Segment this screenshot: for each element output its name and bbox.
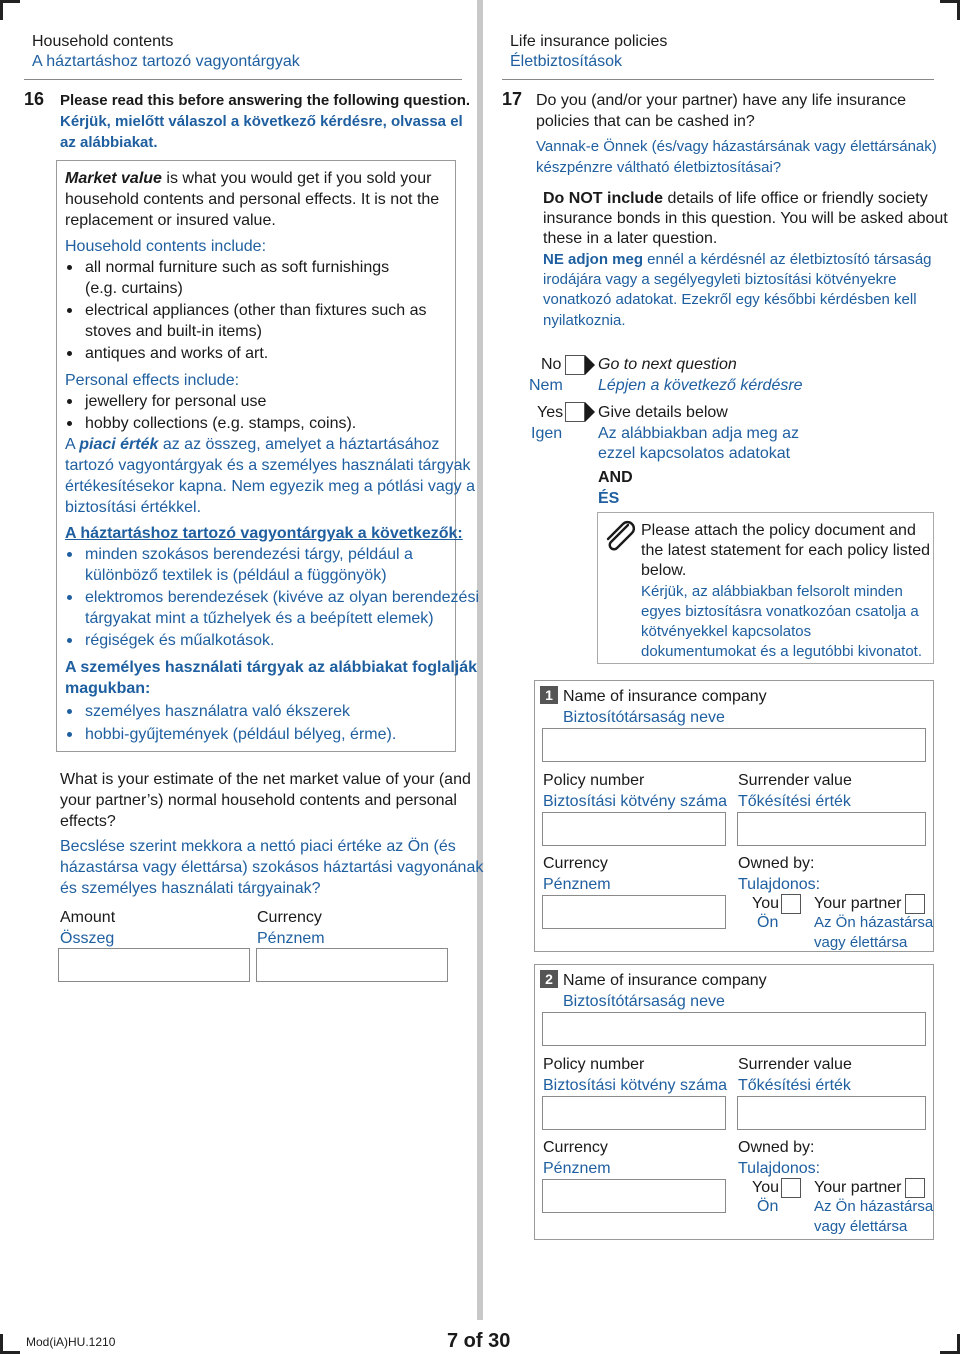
policy-number-label: Policy number [543,1056,645,1073]
list-item: különböző textilek is (például a függönyök) [85,567,387,584]
currency-label-hu: Pénznem [543,1160,611,1177]
q16-intro-en: Please read this before answering the following question. [60,92,471,109]
list-item: antiques and works of art. [85,345,269,362]
note-text: these in a later question. [543,230,718,247]
list-item: régiségek és műalkotások. [85,632,275,649]
attach-text-hu: kötvényekkel kapcsolatos [641,623,812,640]
currency-field[interactable] [542,1179,726,1213]
owned-by-label: Owned by: [738,1139,815,1156]
currency-field[interactable] [542,895,726,929]
company-name-label: Name of insurance company [563,972,767,989]
amount-label-hu: Összeg [60,930,115,947]
list-item: minden szokásos berendezési tárgy, például a [85,546,413,563]
policy-panel-2 [534,964,934,1240]
note-text: irodájára vagy a segélyegyleti biztosítási kötvényekre [543,271,897,288]
hu-text: tartozó vagyontárgyak és a személyes használati tárgyak [65,457,471,474]
company-name-label-hu: Biztosítótársaság neve [563,993,725,1010]
list-item: stoves and built-in items) [85,323,262,340]
currency-field[interactable] [256,948,448,982]
q17-question-en: Do you (and/or your partner) have any life insurance [536,92,906,109]
note-emphasis: Do NOT include [543,190,663,207]
bullet [67,308,72,313]
policy-number-label-hu: Biztosítási kötvény száma [543,793,728,810]
policy-number-label-hu: Biztosítási kötvény száma [543,1077,728,1094]
header-rule [502,79,934,80]
q17-question-hu: Vannak-e Önnek (és/vagy házastársának vagy élettársának) [536,138,937,155]
note-text: ennél a kérdésnél az életbiztosító társaság [643,251,932,268]
surrender-value-label-hu: Tőkésítési érték [738,793,851,810]
attach-text-en: the latest statement for each policy listed [641,542,931,559]
form-code: Mod(iA)HU.1210 [26,1335,116,1349]
list-item: személyes használatra való ékszerek [85,703,351,720]
q17-note-hu [543,249,932,270]
yes-instruction-hu: Az alábbiakban adja meg az [598,425,800,442]
list-item: (e.g. curtains) [85,280,183,297]
policy-panel-1 [534,680,934,952]
personal-effects-heading: Personal effects include: [65,372,240,389]
hu-household-heading: A háztartáshoz tartozó vagyontárgyak a következők: [65,525,463,542]
currency-label: Currency [257,909,322,926]
crop-mark [0,0,20,3]
q16-question-hu-cont: házastársa vagy élettársa) szokásos háztartási vagyonának [60,859,484,876]
surrender-value-field[interactable] [737,1096,926,1130]
yes-label: Yes [537,404,564,421]
owner-you-checkbox[interactable] [781,894,801,914]
market-value-text: is what you would get if you sold your [161,170,432,187]
surrender-value-label: Surrender value [738,772,852,789]
hu-text: értékesítésekor kapna. Nem egyezik meg a pótlási vagy a [65,478,475,495]
q16-question-en: What is your estimate of the net market value of your (and [60,771,471,788]
no-instruction: Go to next question [598,356,737,373]
owned-by-label-hu: Tulajdonos: [738,1160,821,1177]
currency-label: Currency [543,1139,608,1156]
attach-text-hu: dokumentumokat és a legutóbbi kivonatot. [641,643,923,660]
q16-question-en-cont: your partner’s) normal household contents and personal [60,792,457,809]
owner-you-checkbox[interactable] [781,1178,801,1198]
partner-label-hu: Az Ön házastársa [814,1198,934,1215]
partner-label-hu: Az Ön házastársa [814,914,934,931]
note-text: vonatkozó adatokat. Ezekről egy későbbi kérdésben kell [543,291,917,308]
policy-number-field[interactable] [542,812,726,846]
bullet [67,595,72,600]
list-item: hobby collections (e.g. stamps, coins). [85,415,357,432]
list-item: hobbi-gyűjtemények (például bélyeg, érme). [85,726,397,743]
company-name-field[interactable] [542,1012,926,1046]
note-emphasis: NE adjon meg [543,251,644,268]
q17-note-en [543,188,928,209]
partner-label: Your partner [814,1179,902,1196]
company-name-label: Name of insurance company [563,688,767,705]
section-title-en: Household contents [32,33,174,50]
company-name-label-hu: Biztosítótársaság neve [563,709,725,726]
hu-market-value-term: piaci érték [79,436,159,453]
market-value-term: Market value [65,170,162,187]
no-checkbox[interactable] [565,355,585,375]
currency-label-hu: Pénznem [543,876,611,893]
arrow-right-icon [585,402,595,422]
question-number: 16 [24,89,45,109]
surrender-value-field[interactable] [737,812,926,846]
attach-panel [597,512,934,664]
section-title-en: Life insurance policies [510,33,668,50]
hu-personal-heading-cont: magukban: [65,680,151,697]
policy-number-field[interactable] [542,1096,726,1130]
you-label: You [752,1179,779,1196]
q17-question-hu-cont: készpénzre váltható életbiztosításai? [536,159,782,176]
hu-text: A [65,436,80,453]
market-value-line [65,168,431,189]
yes-instruction-hu-cont: ezzel kapcsolatos adatokat [598,445,791,462]
hu-personal-heading: A személyes használati tárgyak az alábbiakat foglalják [65,659,478,676]
yes-checkbox[interactable] [565,402,585,422]
household-contents-heading: Household contents include: [65,238,267,255]
policy-number-badge: 1 [540,686,558,704]
policy-number-badge: 2 [540,970,558,988]
question-number: 17 [502,89,523,109]
bullet [67,265,72,270]
q16-question-en-cont: effects? [60,813,116,830]
you-label-hu: Ön [757,1198,779,1215]
q16-intro-hu-cont: az alábbiakat. [60,134,158,151]
crop-mark [0,1334,3,1354]
bullet [67,421,72,426]
you-label: You [752,895,779,912]
amount-field[interactable] [58,948,250,982]
note-text: details of life office or friendly society [663,190,928,207]
market-value-text: household contents and personal effects. It is not the [65,191,440,208]
no-instruction-hu: Lépjen a következő kérdésre [598,377,803,394]
q17-question-en-cont: policies that can be cashed in? [536,113,755,130]
hu-text: az az összeg, amelyet a háztartásához [158,436,440,453]
attach-text-hu: egyes biztosításra vonatkozóan csatolja a [641,603,919,620]
market-value-text: replacement or insured value. [65,212,276,229]
bullet [67,638,72,643]
list-item: jewellery for personal use [85,393,267,410]
bullet [67,399,72,404]
owned-by-label: Owned by: [738,855,815,872]
and-label-hu: ÉS [598,490,620,507]
partner-label: Your partner [814,895,902,912]
note-text: nyilatkoznia. [543,312,626,329]
partner-label-hu: vagy élettársa [814,1218,908,1235]
bullet [67,709,72,714]
hu-market-value-line [65,434,439,455]
section-title-hu: Életbiztosítások [510,53,623,70]
yes-instruction: Give details below [598,404,728,421]
attach-text-en: Please attach the policy document and [641,522,916,539]
header-rule [24,79,462,80]
attach-text-hu: Kérjük, az alábbiakban felsorolt minden [641,583,903,600]
note-text: insurance bonds in this question. You will be asked about [543,210,948,227]
no-label-hu: Nem [529,377,563,394]
list-item: electrical appliances (other than fixtures such as [85,302,427,319]
surrender-value-label: Surrender value [738,1056,852,1073]
owner-partner-checkbox[interactable] [905,1178,925,1198]
paperclip-icon [602,519,636,558]
no-label: No [541,356,562,373]
arrow-right-icon [585,355,595,375]
section-title-hu: A háztartáshoz tartozó vagyontárgyak [32,53,300,70]
q16-question-hu: Becslése szerint mekkora a nettó piaci értéke az Ön (és [60,838,456,855]
you-label-hu: Ön [757,914,779,931]
yes-label-hu: Igen [531,425,563,442]
q16-intro-hu: Kérjük, mielőtt válaszol a következő kérdésre, olvassa el [60,113,463,130]
currency-label: Currency [543,855,608,872]
policy-number-label: Policy number [543,772,645,789]
partner-label-hu: vagy élettársa [814,934,908,951]
attach-text-en: below. [641,562,687,579]
surrender-value-label-hu: Tőkésítési érték [738,1077,851,1094]
and-label: AND [598,469,633,486]
owned-by-label-hu: Tulajdonos: [738,876,821,893]
column-divider [477,0,483,1320]
q16-question-hu-cont: és személyes használati tárgyainak? [60,880,321,897]
list-item: elektromos berendezések (kivéve az olyan berendezési [85,589,479,606]
bullet [67,552,72,557]
currency-label-hu: Pénznem [257,930,325,947]
owner-partner-checkbox[interactable] [905,894,925,914]
company-name-field[interactable] [542,728,926,762]
bullet [67,732,72,737]
info-panel [56,160,479,752]
list-item: tárgyakat mint a tűzhelyek és a beépített elemek) [85,610,434,627]
crop-mark [0,0,3,20]
amount-label: Amount [60,909,116,926]
hu-text: biztosítási értékkel. [65,499,202,516]
bullet [67,351,72,356]
page-number: 7 of 30 [447,1330,511,1352]
list-item: all normal furniture such as soft furnishings [85,259,390,276]
